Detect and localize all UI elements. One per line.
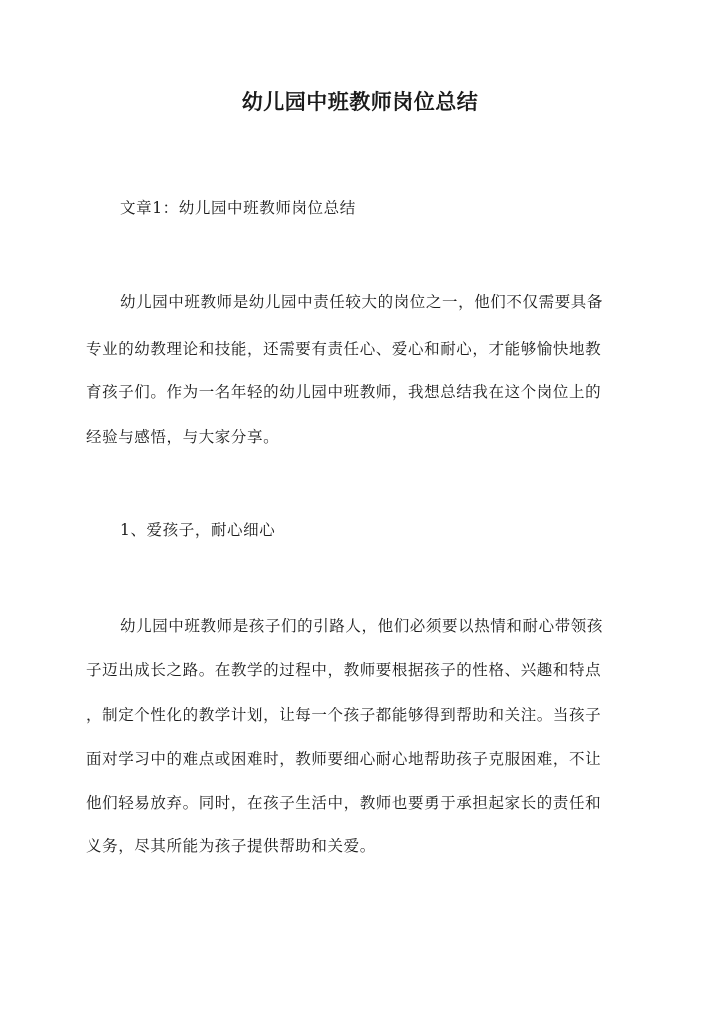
section-line-2: 子迈出成长之路。在教学的过程中，教师要根据孩子的性格、兴趣和特点 — [86, 661, 602, 679]
document-title: 幼儿园中班教师岗位总结 — [241, 89, 479, 114]
intro-line-4: 经验与感悟，与大家分享。 — [86, 428, 280, 446]
intro-line-2: 专业的幼教理论和技能，还需要有责任心、爱心和耐心，才能够愉快地教 — [86, 340, 602, 358]
section-line-6: 义务，尽其所能为孩子提供帮助和关爱。 — [86, 837, 376, 855]
intro-line-1: 幼儿园中班教师是幼儿园中责任较大的岗位之一，他们不仅需要具备 — [120, 293, 604, 311]
section-line-4: 面对学习中的难点或困难时，教师要细心耐心地帮助孩子克服困难，不让 — [86, 750, 602, 768]
section-line-1: 幼儿园中班教师是孩子们的引路人，他们必须要以热情和耐心带领孩 — [120, 617, 604, 635]
section-line-3: ，制定个性化的教学计划，让每一个孩子都能够得到帮助和关注。当孩子 — [86, 706, 602, 724]
section-line-5: 他们轻易放弃。同时，在孩子生活中，教师也要勇于承担起家长的责任和 — [86, 794, 602, 812]
article-label: 文章1：幼儿园中班教师岗位总结 — [120, 199, 356, 217]
section-heading: 1、爱孩子，耐心细心 — [120, 521, 276, 539]
intro-line-3: 育孩子们。作为一名年轻的幼儿园中班教师，我想总结我在这个岗位上的 — [86, 383, 602, 401]
